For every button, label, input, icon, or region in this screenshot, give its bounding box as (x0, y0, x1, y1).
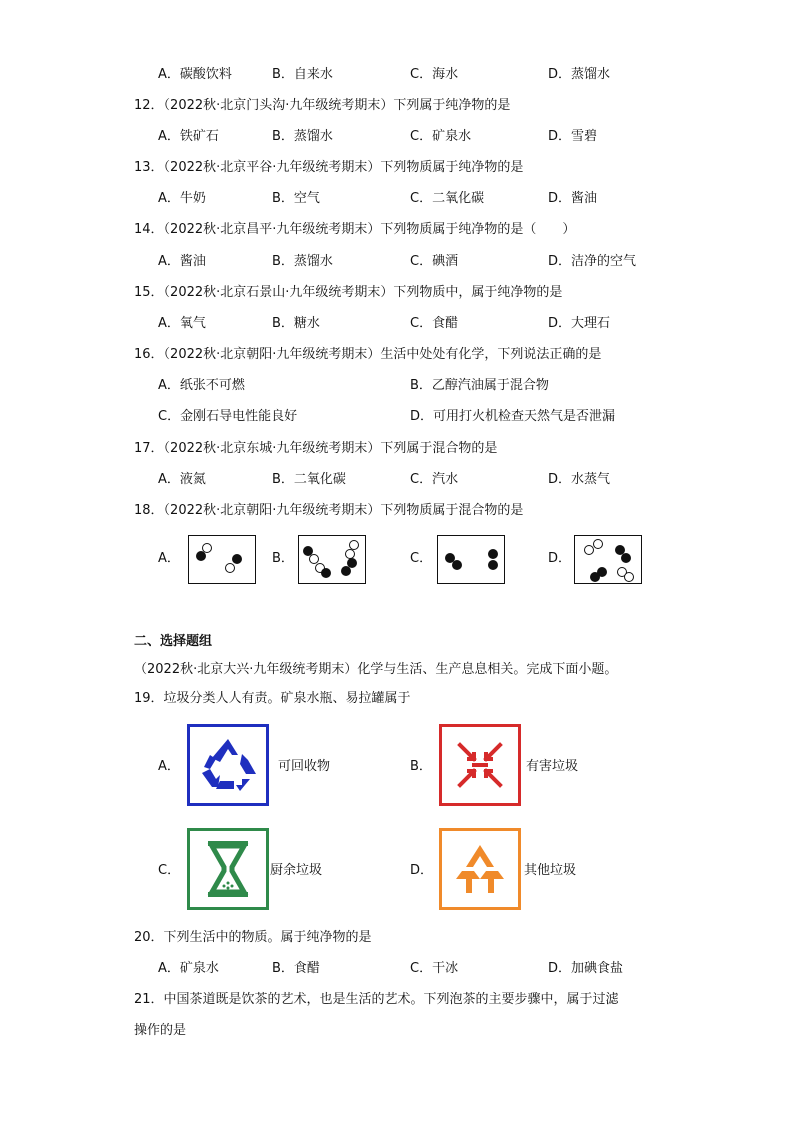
q15-stem: 15．（2022秋·北京石景山·九年级统考期末）下列物质中，属于纯净物的是 (134, 285, 563, 300)
white-atom (624, 572, 634, 582)
q19-option-c: C． (158, 863, 181, 878)
particle-box-b (298, 535, 366, 584)
triangle-arrows-icon (442, 831, 518, 907)
q20-option-c: C．干冰 (410, 961, 459, 976)
q20-stem: 20．下列生活中的物质。属于纯净物的是 (134, 930, 372, 945)
q13-option-a: A．牛奶 (158, 191, 206, 206)
hazard-arrows-icon (442, 727, 518, 803)
q12-option-c: C．矿泉水 (410, 129, 472, 144)
q19-option-d: D． (410, 863, 434, 878)
section-title: 二、选择题组 (134, 634, 213, 649)
q18-option-d: D． (548, 551, 572, 566)
q16-option-a: A．纸张不可燃 (158, 378, 245, 393)
hazardous-sign (439, 724, 521, 806)
section-intro: （2022秋·北京大兴·九年级统考期末）化学与生活、生产息息相关。完成下面小题。 (134, 662, 618, 677)
q15-option-d: D．大理石 (548, 316, 611, 331)
q15-option-c: C．食醋 (410, 316, 459, 331)
q17-option-c: C．汽水 (410, 472, 459, 487)
q18-option-b: B． (272, 551, 294, 566)
black-atom (621, 553, 631, 563)
q11-option-a: A．碳酸饮料 (158, 67, 232, 82)
sign-label-other: 其他垃圾 (524, 863, 577, 878)
q13-option-c: C．二氧化碳 (410, 191, 485, 206)
q14-option-b: B．蒸馏水 (272, 254, 333, 269)
black-atom (488, 560, 498, 570)
white-atom (225, 563, 235, 573)
q14-option-c: C．碘酒 (410, 254, 459, 269)
q13-option-b: B．空气 (272, 191, 320, 206)
q21-stem-line2: 操作的是 (134, 1023, 187, 1038)
q17-option-d: D．水蒸气 (548, 472, 611, 487)
black-atom (232, 554, 242, 564)
q18-option-a: A． (158, 551, 180, 566)
q14-option-a: A．酱油 (158, 254, 206, 269)
black-atom (321, 568, 331, 578)
kitchen-waste-sign (187, 828, 269, 910)
q11-option-c: C．海水 (410, 67, 459, 82)
q13-stem: 13．（2022秋·北京平谷·九年级统考期末）下列物质属于纯净物的是 (134, 160, 524, 175)
q15-option-a: A．氧气 (158, 316, 206, 331)
white-atom (584, 545, 594, 555)
q11-option-b: B．自来水 (272, 67, 333, 82)
q16-option-b: B．乙醇汽油属于混合物 (410, 378, 549, 393)
q15-option-b: B．糖水 (272, 316, 320, 331)
particle-box-d (574, 535, 642, 584)
q12-option-a: A．铁矿石 (158, 129, 219, 144)
black-atom (196, 551, 206, 561)
q11-option-d: D．蒸馏水 (548, 67, 611, 82)
q12-option-b: B．蒸馏水 (272, 129, 333, 144)
q14-option-d: D．洁净的空气 (548, 254, 637, 269)
white-atom (593, 539, 603, 549)
recycle-icon (190, 727, 266, 803)
hourglass-icon (190, 831, 266, 907)
black-atom (341, 566, 351, 576)
q19-option-b: B． (410, 759, 432, 774)
recycle-sign (187, 724, 269, 806)
q19-option-a: A． (158, 759, 180, 774)
q16-stem: 16．（2022秋·北京朝阳·九年级统考期末）生活中处处有化学，下列说法正确的是 (134, 347, 602, 362)
sign-label-kitchen: 厨余垃圾 (270, 863, 323, 878)
q19-stem: 19．垃圾分类人人有责。矿泉水瓶、易拉罐属于 (134, 691, 411, 706)
q13-option-d: D．酱油 (548, 191, 598, 206)
particle-box-a (188, 535, 256, 584)
other-waste-sign (439, 828, 521, 910)
q17-stem: 17．（2022秋·北京东城·九年级统考期末）下列属于混合物的是 (134, 441, 498, 456)
q12-stem: 12．（2022秋·北京门头沟·九年级统考期末）下列属于纯净物的是 (134, 98, 511, 113)
q16-option-c: C．金刚石导电性能良好 (158, 409, 298, 424)
black-atom (488, 549, 498, 559)
q14-stem: 14．（2022秋·北京昌平·九年级统考期末）下列物质属于纯净物的是（ ） (134, 222, 576, 237)
q18-stem: 18．（2022秋·北京朝阳·九年级统考期末）下列物质属于混合物的是 (134, 503, 524, 518)
q16-option-d: D．可用打火机检查天然气是否泄漏 (410, 409, 616, 424)
q20-option-a: A．矿泉水 (158, 961, 219, 976)
sign-label-recyclable: 可回收物 (278, 759, 331, 774)
black-atom (590, 572, 600, 582)
sign-label-hazardous: 有害垃圾 (526, 759, 579, 774)
q20-option-b: B．食醋 (272, 961, 320, 976)
q21-stem-line1: 21．中国茶道既是饮茶的艺术，也是生活的艺术。下列泡茶的主要步骤中，属于过滤 (134, 992, 619, 1007)
q20-option-d: D．加碘食盐 (548, 961, 624, 976)
q18-option-c: C． (410, 551, 433, 566)
q17-option-a: A．液氮 (158, 472, 206, 487)
q12-option-d: D．雪碧 (548, 129, 598, 144)
particle-box-c (437, 535, 505, 584)
black-atom (452, 560, 462, 570)
q17-option-b: B．二氧化碳 (272, 472, 346, 487)
